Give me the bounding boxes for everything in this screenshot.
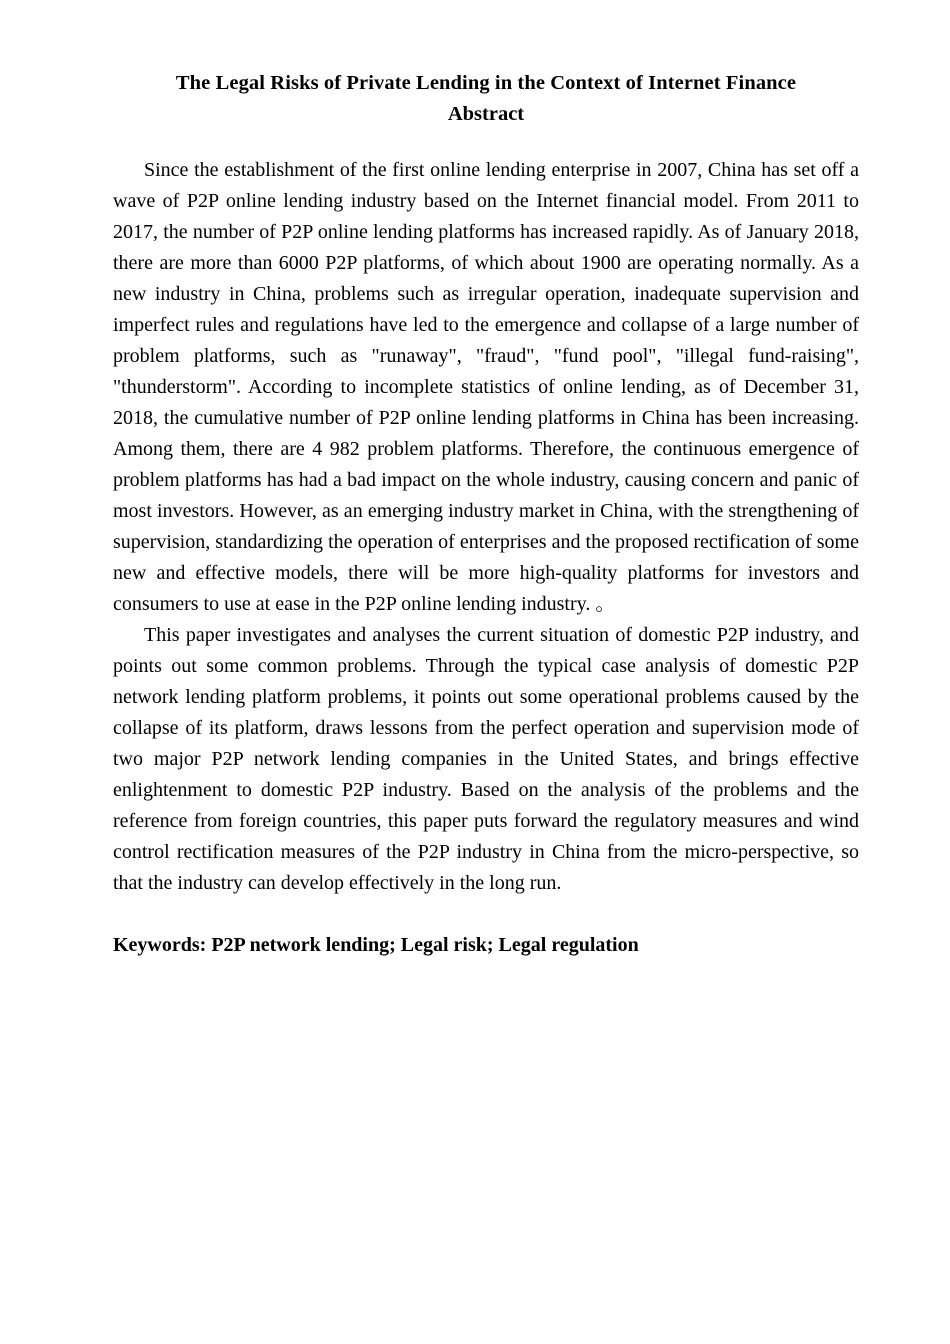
title-spacer [113, 130, 859, 155]
abstract-paragraph-2: This paper investigates and analyses the current situation of domestic P2P industry, and points out some common problems. Through the typical case analysis of domestic P2P network lending platform problems, it points out some operational problems caused by the collapse of its platform, draws lessons from the perfect operation and supervision mode of two major P2P network lending companies in the United States, and brings effective enlightenment to domestic P2P industry. Based on the analysis of the problems and the reference from foreign countries, this paper puts forward the regulatory measures and wind control rectification measures of the P2P industry in China from the micro-perspective, so that the industry can develop effectively in the long run. [113, 624, 859, 894]
page-title: The Legal Risks of Private Lending in the Context of Internet Finance [175, 72, 797, 94]
keywords-spacer [113, 899, 859, 930]
keywords-line: Keywords: P2P network lending; Legal risk; Legal regulation [113, 934, 639, 956]
document-content [113, 68, 859, 961]
abstract-heading: Abstract [447, 103, 525, 125]
abstract-paragraph-1: Since the establishment of the first online lending enterprise in 2007, China has set off a wave of P2P online lending industry based on the Internet financial model. From 2011 to 2017, the number of P2P online lending platforms has increased rapidly. As of January 2018, there are more than 6000 P2P platforms, of which about 1900 are operating normally. As a new industry in China, problems such as irregular operation, inadequate supervision and imperfect rules and regulations have led to the emergence and collapse of a large number of problem platforms, such as "runaway", "fraud", "fund pool", "illegal fund-raising", "thunderstorm". According to incomplete statistics of online lending, as of December 31, 2018, the cumulative number of P2P online lending platforms in China has been increasing. Among them, there are 4 982 problem platforms. Therefore, the continuous emergence of problem platforms has had a bad impact on the whole industry, causing concern and panic of most investors. However, as an emerging industry market in China, with the strengthening of supervision, standardizing the operation of enterprises and the proposed rectification of some new and effective models, there will be more high-quality platforms for investors and consumers to use at ease in the P2P online lending industry. 。 [113, 159, 859, 615]
